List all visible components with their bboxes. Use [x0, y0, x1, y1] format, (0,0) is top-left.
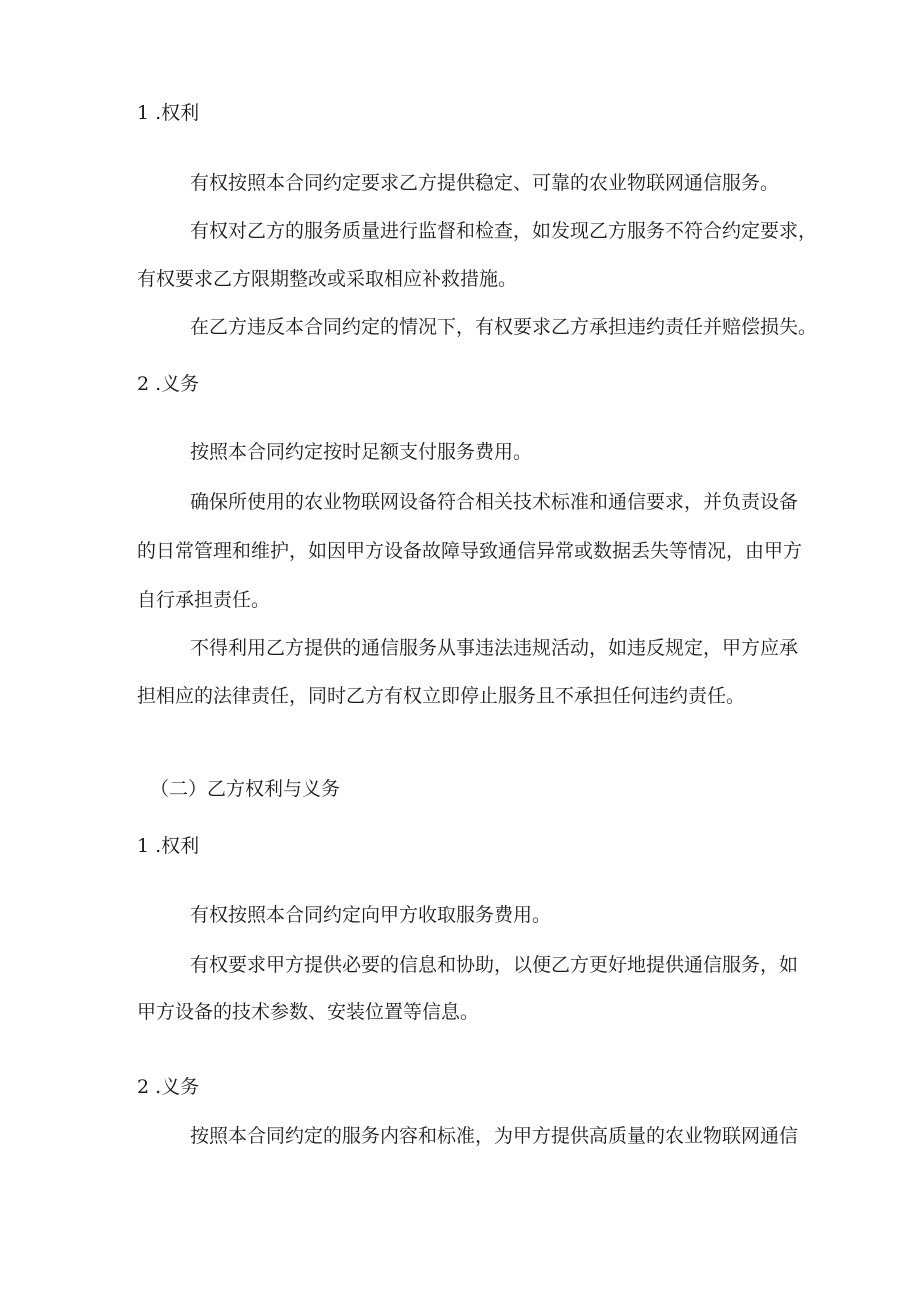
party-a-obligation-3: 不得利用乙方提供的通信服务从事违法违规活动，如违反规定，甲方应承	[190, 637, 799, 659]
party-a-obligation-3-cont: 担相应的法律责任，同时乙方有权立即停止服务且不承担任何违约责任。	[137, 685, 746, 707]
party-a-obligations-heading: 2 .义务	[137, 373, 200, 395]
party-a-right-2-cont: 有权要求乙方限期整改或采取相应补救措施。	[137, 268, 518, 290]
party-a-obligation-2: 确保所使用的农业物联网设备符合相关技术标准和通信要求，并负责设备	[190, 491, 799, 513]
party-a-right-3: 在乙方违反本合同约定的情况下，有权要求乙方承担违约责任并赔偿损失。	[190, 316, 818, 338]
party-b-section-title: （二）乙方权利与义务	[150, 778, 341, 800]
party-a-obligation-1: 按照本合同约定按时足额支付服务费用。	[190, 441, 533, 463]
party-a-obligation-2-cont-1: 的日常管理和维护，如因甲方设备故障导致通信异常或数据丢失等情况，由甲方	[137, 540, 803, 562]
party-b-right-1: 有权按照本合同约定向甲方收取服务费用。	[190, 904, 552, 926]
party-b-obligations-heading: 2 .义务	[137, 1076, 200, 1098]
party-a-right-1: 有权按照本合同约定要求乙方提供稳定、可靠的农业物联网通信服务。	[190, 172, 780, 194]
party-b-right-2: 有权要求甲方提供必要的信息和协助，以便乙方更好地提供通信服务，如	[190, 954, 799, 976]
party-b-right-2-cont: 甲方设备的技术参数、安装位置等信息。	[137, 1001, 480, 1023]
party-a-rights-heading: 1 .权利	[137, 102, 200, 124]
party-a-right-2: 有权对乙方的服务质量进行监督和检查，如发现乙方服务不符合约定要求，	[190, 220, 818, 242]
party-b-rights-heading: 1 .权利	[137, 835, 200, 857]
party-a-obligation-2-cont-2: 自行承担责任。	[137, 589, 271, 611]
party-b-obligation-1: 按照本合同约定的服务内容和标准，为甲方提供高质量的农业物联网通信	[190, 1125, 799, 1147]
